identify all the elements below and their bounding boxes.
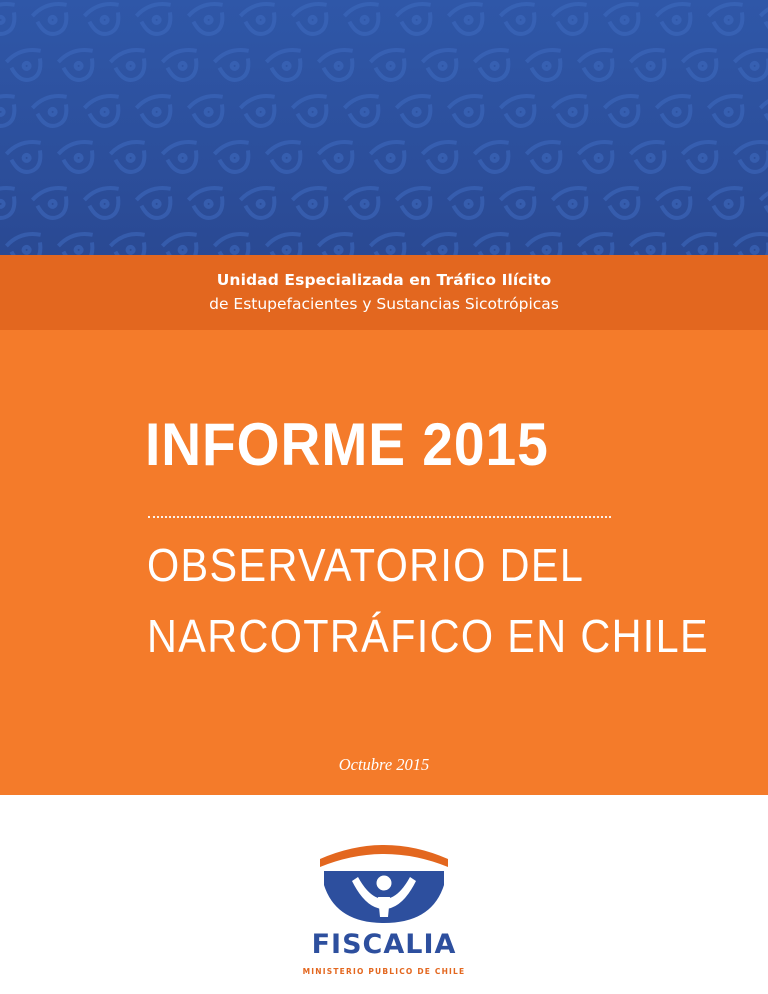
report-subtitle-line2: NARCOTRÁFICO EN CHILE xyxy=(147,610,710,662)
logo-wordmark: FISCALIA xyxy=(311,929,457,960)
unit-subtitle: de Estupefacientes y Sustancias Sicotrópicas xyxy=(209,295,559,313)
title-panel xyxy=(0,330,768,795)
report-date: Octubre 2015 xyxy=(338,755,430,774)
unit-title: Unidad Especializada en Tráfico Ilícito xyxy=(216,271,552,289)
report-subtitle-line1: OBSERVATORIO DEL xyxy=(147,539,585,591)
pattern-band xyxy=(0,0,768,255)
unit-band xyxy=(0,255,768,330)
emblem-pattern xyxy=(0,0,768,255)
logo-tagline: MINISTERIO PUBLICO DE CHILE xyxy=(302,967,466,976)
logo-area xyxy=(0,795,768,994)
title-divider xyxy=(148,516,611,518)
fiscalia-emblem-icon xyxy=(314,837,454,925)
report-title: INFORME 2015 xyxy=(145,411,549,478)
